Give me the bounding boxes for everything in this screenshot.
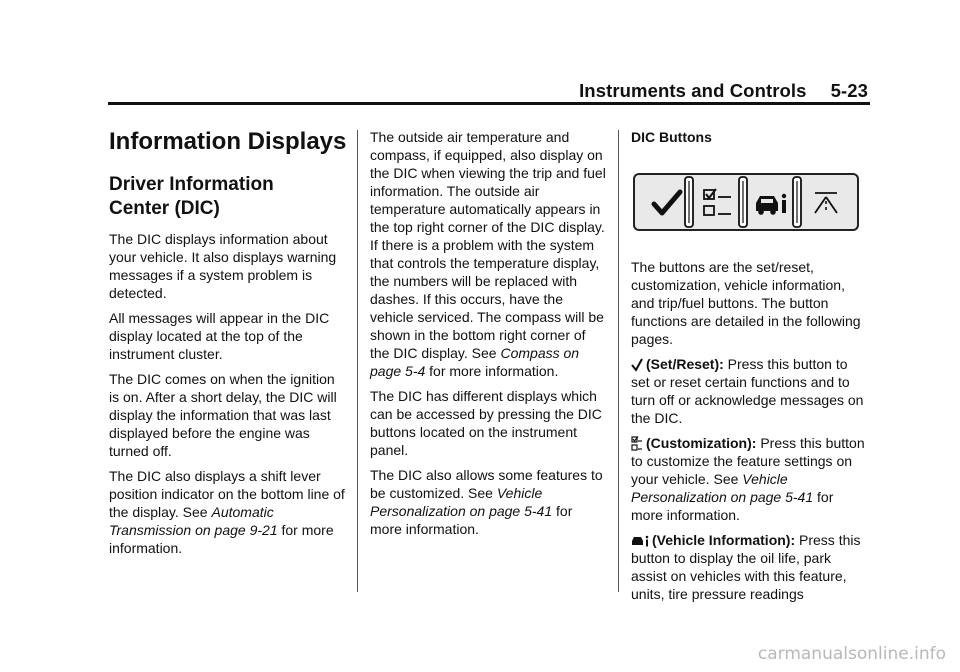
watermark: carmanualsonline.info bbox=[757, 644, 946, 664]
cross-reference-link[interactable]: Automatic Transmission on page 9-21 bbox=[109, 504, 278, 538]
column-2 bbox=[370, 128, 608, 545]
subsection-heading: Driver Information Center (DIC) bbox=[109, 174, 274, 219]
dic-button-panel bbox=[633, 173, 859, 231]
checkmark-icon bbox=[631, 358, 643, 372]
header-rule bbox=[108, 102, 870, 105]
subsection-heading: DIC Buttons bbox=[631, 129, 712, 145]
paragraph: The DIC displays information about your vehicle. It also displays warning messages if a system problem is detected. bbox=[109, 231, 337, 301]
vehicle-info-icon[interactable] bbox=[753, 187, 789, 219]
column-1 bbox=[109, 128, 347, 564]
column-3 bbox=[631, 128, 865, 610]
vehicle-info-icon bbox=[631, 535, 649, 548]
column-divider bbox=[618, 130, 619, 592]
paragraph: The outside air temperature and compass, if equipped, also display on the DIC when viewing the trip and fuel information. The outside air temperature automatically appears in the top right corner of the DIC display. If there is a problem with the system that controls the temperature display, the numbers will be replaced with dashes. If this occurs, have the vehicle serviced. The compass will be shown in the bottom right corner of the DIC display. See Compass on page 5-4 for more information. bbox=[370, 129, 606, 379]
paragraph: (Vehicle Information): Press this button to display the oil life, park assist on vehicles with this feature, units, tire pressure readings bbox=[631, 532, 861, 602]
paragraph: All messages will appear in the DIC display located at the top of the instrument cluster. bbox=[109, 310, 330, 362]
paragraph: The DIC has different displays which can be accessed by pressing the DIC buttons located on the instrument panel. bbox=[370, 388, 602, 458]
paragraph: The DIC also displays a shift lever position indicator on the bottom line of the display. See Automatic Transmission on page 9-21 for more information. bbox=[109, 468, 345, 556]
cross-reference-link[interactable]: Vehicle Personalization on page 5-41 bbox=[631, 471, 814, 505]
customization-icon bbox=[631, 436, 643, 451]
paragraph: (Customization): Press this button to customize the feature settings on your vehicle. See Vehicle Personalization on page 5-41 for more information. bbox=[631, 435, 865, 523]
paragraph: (Set/Reset): Press this button to set or reset certain functions and to turn off or acknowledge messages on the DIC. bbox=[631, 356, 864, 426]
paragraph: The DIC comes on when the ignition is on. After a short delay, the DIC will display the information that was last displayed before the engine was turned off. bbox=[109, 371, 337, 459]
section-title: Instruments and Controls bbox=[579, 80, 807, 101]
page-number: 5-23 bbox=[830, 80, 868, 101]
trip-fuel-icon[interactable] bbox=[809, 187, 845, 219]
cross-reference-link[interactable]: Compass on page 5-4 bbox=[370, 345, 580, 379]
customization-icon[interactable] bbox=[701, 187, 737, 219]
button-divider-icon bbox=[738, 173, 748, 231]
paragraph: The buttons are the set/reset, customization, vehicle information, and trip/fuel buttons. The button functions are detailed in the following pages. bbox=[631, 259, 861, 347]
section-heading: Information Displays bbox=[109, 128, 347, 155]
button-divider-icon bbox=[684, 173, 694, 231]
cross-reference-link[interactable]: Vehicle Personalization on page 5-41 bbox=[370, 485, 553, 519]
button-divider-icon bbox=[792, 173, 802, 231]
checkmark-icon[interactable] bbox=[649, 187, 685, 219]
page-header bbox=[579, 80, 868, 102]
column-divider bbox=[357, 130, 358, 592]
paragraph: The DIC also allows some features to be customized. See Vehicle Personalization on page 5-41 for more information. bbox=[370, 467, 603, 537]
